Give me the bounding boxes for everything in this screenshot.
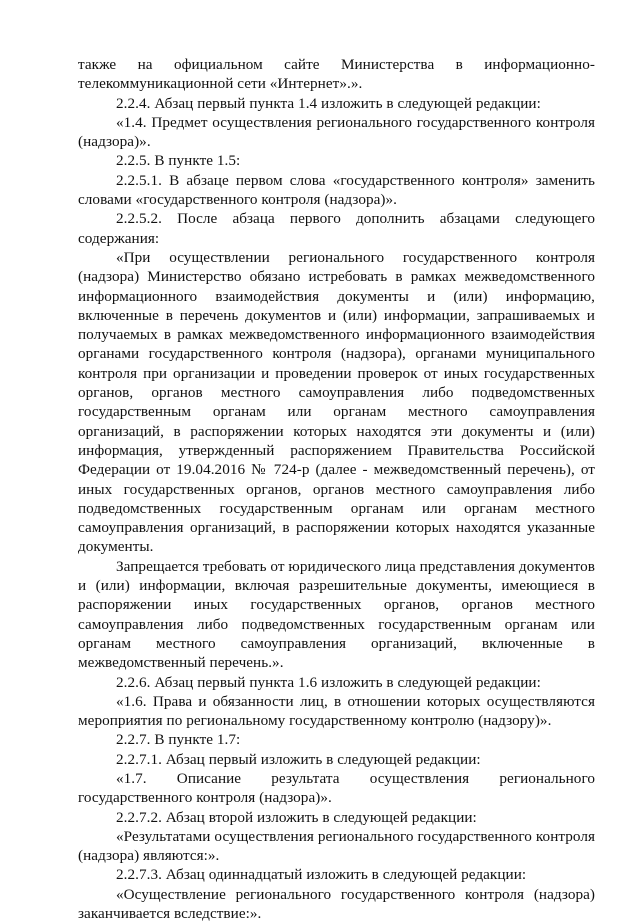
paragraph-2-2-7: 2.2.7. В пункте 1.7: xyxy=(116,731,241,749)
paragraph-quote-results: «Результатами осуществления регионального государственного контроля (надзора) являются:». xyxy=(78,827,595,865)
paragraph-quote-termination: «Осуществление регионального государственного контроля (надзора) заканчивается вследствие:». xyxy=(78,885,595,923)
document-page xyxy=(78,55,595,923)
paragraph-prohibition: Запрещается требовать от юридического лица представления документов и (или) информации, включая разрешительные документы, имеющиеся в распоряжении иных государственных органов, органов местного самоуправления либо подведомственных государственным органам или органам местного самоуправления организаций, включенные в межведомственный перечень.». xyxy=(78,557,595,672)
paragraph-quote-interagency: «При осуществлении регионального государственного контроля (надзора) Министерство обязано истребовать в рамках межведомственного информационного взаимодействия документы и (или) информацию, включенные в перечень документов и (или) информации, запрашиваемых и получаемых в рамках межведомственного информационного взаимодействия органами государственного контроля (надзора), органами муниципального контроля при организации и проведении проверок от иных государственных органов, органов местного самоуправления либо подведомственных государственным органам или органам местного самоуправления организаций, в распоряжении которых находятся эти документы и (или) информация, утвержденный распоряжением Правительства Российской Федерации от 19.04.2016 № 724-р (далее - межведомственный перечень), от иных государственных органов, органов местного самоуправления либо подведомственных государственным органам или органам местного самоуправления организаций, в распоряжении которых находятся указанные документы. xyxy=(78,248,595,556)
paragraph-2-2-5-2: 2.2.5.2. После абзаца первого дополнить абзацами следующего содержания: xyxy=(78,210,595,247)
paragraph-2-2-5: 2.2.5. В пункте 1.5: xyxy=(116,152,241,170)
paragraph-quote-1-4: «1.4. Предмет осуществления регионального государственного контроля (надзора)». xyxy=(78,113,595,151)
paragraph-2-2-7-3: 2.2.7.3. Абзац одиннадцатый изложить в следующей редакции: xyxy=(116,866,527,884)
paragraph-2-2-7-1: 2.2.7.1. Абзац первый изложить в следующей редакции: xyxy=(116,750,481,768)
paragraph-2-2-6: 2.2.6. Абзац первый пункта 1.6 изложить в следующей редакции: xyxy=(116,673,541,691)
paragraph-quote-1-7: «1.7. Описание результата осуществления регионального государственного контроля (надзора)». xyxy=(78,769,595,807)
paragraph-quote-1-6: «1.6. Права и обязанности лиц, в отношении которых осуществляются мероприятия по региональному государственному контролю (надзору)». xyxy=(78,692,595,730)
paragraph-continuation: также на официальном сайте Министерства в информационно-телекоммуникационной сети «Интернет».». xyxy=(78,56,595,93)
paragraph-2-2-7-2: 2.2.7.2. Абзац второй изложить в следующей редакции: xyxy=(116,808,477,826)
paragraph-2-2-5-1: 2.2.5.1. В абзаце первом слова «государственного контроля» заменить словами «государственного контроля (надзора)». xyxy=(78,171,595,209)
paragraph-2-2-4: 2.2.4. Абзац первый пункта 1.4 изложить в следующей редакции: xyxy=(116,94,541,112)
